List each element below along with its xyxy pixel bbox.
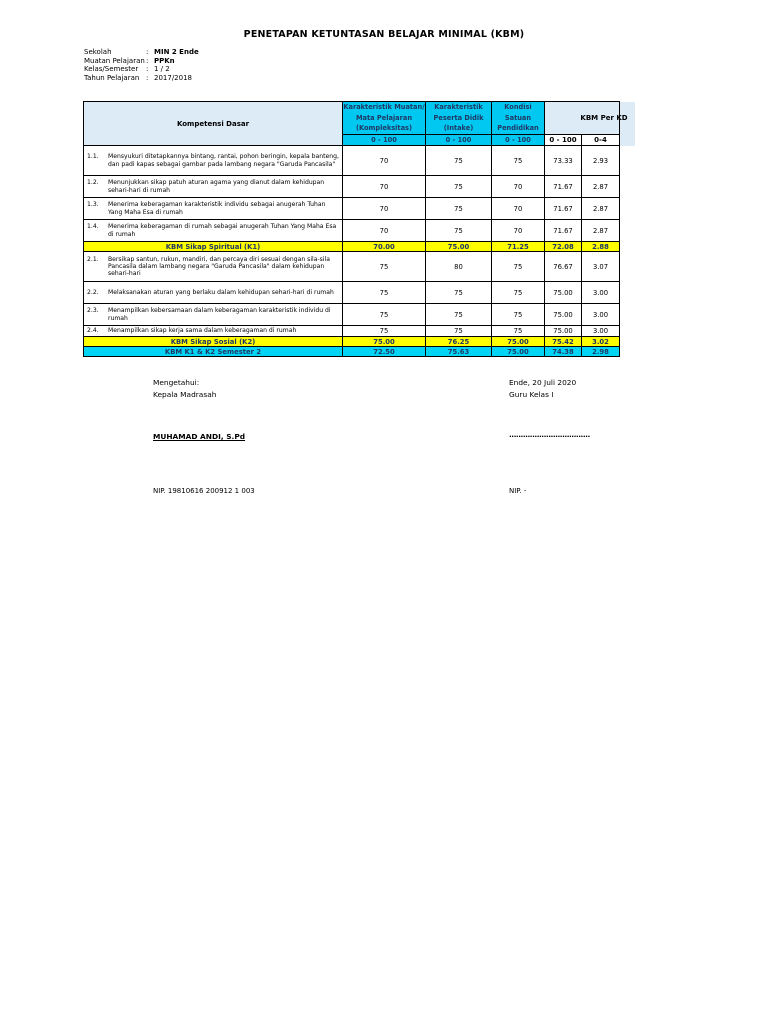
value-kbm-100: 75.00 (545, 282, 582, 304)
kd-text: Menampilkan kebersamaan dalam keberagaman karakteristik individu di rumah (108, 307, 331, 322)
table-row (84, 304, 636, 326)
header-extension (620, 134, 635, 146)
header-range: 0 - 100 (343, 134, 426, 146)
info-label: Tahun Pelajaran (84, 73, 140, 82)
header-intake: Karakteristik Peserta Didik (Intake) (426, 102, 492, 135)
signature-left (153, 377, 216, 401)
value-kompleksitas: 70 (343, 198, 426, 220)
header-kbm-per-kd (545, 102, 628, 135)
value-kbm-100: 76.67 (545, 252, 582, 282)
header-kbm-0-100: 0 - 100 (545, 134, 582, 146)
header-kompleksitas: Karakteristik Muatan/ Mata Pelajaran (Kompleksitas) (343, 103, 425, 132)
value-kondisi: 75 (492, 304, 545, 326)
value-kondisi: 70 (492, 198, 545, 220)
kd-number: 2.2. (87, 288, 99, 296)
table-row (84, 176, 636, 198)
table-row (84, 146, 636, 176)
kd-cell (84, 220, 343, 242)
value-kompleksitas: 70 (343, 146, 426, 176)
value-kondisi: 70 (492, 220, 545, 242)
summary-kbm-100: 74.38 (545, 347, 582, 357)
value-kbm-4: 3.00 (582, 282, 620, 304)
info-colon: : (146, 65, 149, 74)
value-kbm-100: 71.67 (545, 198, 582, 220)
kd-cell (84, 252, 343, 282)
table-row (84, 252, 636, 282)
info-value: 2017/2018 (154, 73, 192, 82)
value-kompleksitas: 75 (343, 282, 426, 304)
value-kbm-100: 71.67 (545, 176, 582, 198)
kd-number: 2.4. (87, 327, 99, 335)
info-label: Sekolah (84, 48, 112, 56)
headmaster-nip: NIP. 19810616 200912 1 003 (153, 487, 255, 495)
summary-row-total (84, 347, 636, 357)
info-value: PPKn (154, 56, 175, 65)
info-colon: : (146, 73, 149, 82)
summary-kondisi: 71.25 (492, 242, 545, 252)
signature-right-line1: Ende, 20 Juli 2020 (509, 378, 577, 387)
value-kbm-4: 3.07 (582, 252, 620, 282)
value-kbm-4: 2.93 (582, 146, 620, 176)
table-row (84, 282, 636, 304)
kd-text: Bersikap santun, rukun, mandiri, dan percaya diri sesuai dengan sila-sila Pancasila dalam lambang negara "Garuda Pancasila" dalam kehidupan sehari-hari (108, 255, 330, 278)
info-label: Kelas/Semester (84, 65, 139, 74)
value-kbm-4: 2.87 (582, 176, 620, 198)
header-kompetensi-dasar: Kompetensi Dasar (84, 102, 343, 146)
summary-intake: 75.00 (426, 242, 492, 252)
value-kondisi: 75 (492, 252, 545, 282)
value-kompleksitas: 75 (343, 326, 426, 337)
summary-kbm-100: 72.08 (545, 242, 582, 252)
value-intake: 75 (426, 304, 492, 326)
value-kbm-4: 2.87 (582, 220, 620, 242)
info-colon: : (146, 56, 149, 65)
value-intake: 75 (426, 282, 492, 304)
header-kbm-0-4: 0-4 (582, 134, 620, 146)
kbm-table-container (83, 101, 635, 358)
table-row (84, 326, 636, 337)
summary-kondisi: 75.00 (492, 347, 545, 357)
kd-cell (84, 176, 343, 198)
info-colon: : (146, 48, 149, 56)
value-intake: 75 (426, 176, 492, 198)
info-row-tahun (84, 74, 199, 83)
kd-text: Menunjukkan sikap patuh aturan agama yang dianut dalam kehidupan sehari-hari di rumah (108, 179, 325, 194)
info-row-kelas (84, 65, 199, 74)
kbm-table (83, 101, 635, 357)
summary-kondisi: 75.00 (492, 337, 545, 347)
summary-kompleksitas: 75.00 (343, 337, 426, 347)
value-kompleksitas: 75 (343, 304, 426, 326)
kd-number: 1.1. (87, 153, 99, 161)
summary-kompleksitas: 72.50 (343, 347, 426, 357)
value-kompleksitas: 75 (343, 252, 426, 282)
value-intake: 75 (426, 326, 492, 337)
info-value: 1 / 2 (154, 65, 170, 74)
value-kbm-100: 73.33 (545, 146, 582, 176)
summary-kompleksitas: 70.00 (343, 242, 426, 252)
info-value: MIN 2 Ende (154, 48, 199, 56)
teacher-name: ................................... (509, 430, 590, 439)
value-kbm-4: 3.00 (582, 304, 620, 326)
signature-right-line2: Guru Kelas I (509, 390, 554, 399)
kd-text: Melaksanakan aturan yang berlaku dalam kehidupan sehari-hari di rumah (108, 288, 334, 296)
summary-kbm-100: 75.42 (545, 337, 582, 347)
teacher-nip: NIP. - (509, 487, 527, 495)
value-intake: 75 (426, 146, 492, 176)
signature-left-line2: Kepala Madrasah (153, 390, 217, 399)
summary-row-k2 (84, 337, 636, 347)
value-kondisi: 75 (492, 326, 545, 337)
value-intake: 75 (426, 198, 492, 220)
kd-cell (84, 146, 343, 176)
header-kbm-label: KBM Per KD (580, 113, 628, 122)
signature-left-line1: Mengetahui: (153, 378, 200, 387)
summary-label: KBM Sikap Spiritual (K1) (84, 242, 343, 252)
kd-text: Mensyukuri ditetapkannya bintang, rantai, pohon beringin, kepala banteng, dan padi kapas sebagai gambar pada lambang negara "Garuda Pancasila" (108, 153, 339, 168)
value-kondisi: 75 (492, 146, 545, 176)
info-block (84, 48, 199, 82)
summary-row-k1 (84, 242, 636, 252)
kd-cell (84, 304, 343, 326)
page-title: PENETAPAN KETUNTASAN BELAJAR MINIMAL (KBM) (243, 29, 525, 40)
summary-kbm-4: 2.98 (582, 347, 620, 357)
header-range: 0 - 100 (426, 134, 492, 146)
value-kbm-4: 3.00 (582, 326, 620, 337)
value-intake: 80 (426, 252, 492, 282)
table-row (84, 220, 636, 242)
kd-cell (84, 198, 343, 220)
summary-label: KBM K1 & K2 Semester 2 (84, 347, 343, 357)
info-row-sekolah (84, 48, 199, 57)
header-range: 0 - 100 (492, 134, 545, 146)
kd-number: 1.4. (87, 223, 99, 231)
kd-text: Menampilkan sikap kerja sama dalam keberagaman di rumah (108, 327, 297, 335)
kd-text: Menerima keberagaman di rumah sebagai anugerah Tuhan Yang Maha Esa di rumah (108, 223, 337, 238)
value-kbm-100: 75.00 (545, 326, 582, 337)
kd-text: Menerima keberagaman karakteristik individu sebagai anugerah Tuhan Yang Maha Esa di rumah (108, 201, 326, 216)
summary-intake: 76.25 (426, 337, 492, 347)
info-row-muatan (84, 57, 199, 66)
value-kompleksitas: 70 (343, 220, 426, 242)
kd-cell (84, 282, 343, 304)
value-kbm-4: 2.87 (582, 198, 620, 220)
value-intake: 75 (426, 220, 492, 242)
value-kondisi: 75 (492, 282, 545, 304)
summary-kbm-4: 3.02 (582, 337, 620, 347)
kd-number: 2.1. (87, 255, 99, 263)
table-row (84, 198, 636, 220)
value-kbm-100: 71.67 (545, 220, 582, 242)
value-kondisi: 70 (492, 176, 545, 198)
kd-number: 2.3. (87, 307, 99, 315)
headmaster-name: MUHAMAD ANDI, S.Pd (153, 432, 246, 441)
info-label: Muatan Pelajaran (84, 56, 145, 65)
summary-kbm-4: 2.88 (582, 242, 620, 252)
summary-label: KBM Sikap Sosial (K2) (84, 337, 343, 347)
value-kbm-100: 75.00 (545, 304, 582, 326)
header-kondisi: Kondisi Satuan Pendidikan (492, 102, 545, 135)
signature-right (509, 377, 576, 401)
kd-number: 1.3. (87, 201, 99, 209)
kd-cell (84, 326, 343, 337)
value-kompleksitas: 70 (343, 176, 426, 198)
kd-number: 1.2. (87, 179, 99, 187)
summary-intake: 75.63 (426, 347, 492, 357)
